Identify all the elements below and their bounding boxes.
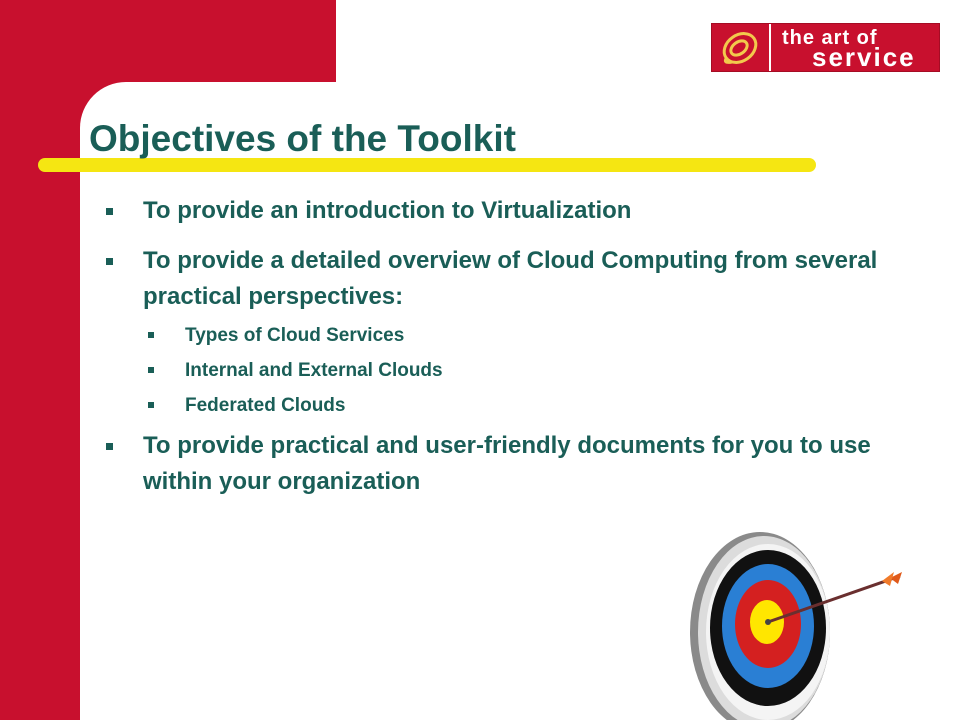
the-art-of-service-logo (711, 23, 940, 72)
archery-target-icon (668, 528, 918, 720)
sub-bullet-text: Types of Cloud Services (185, 325, 405, 346)
slide-title: Objectives of the Toolkit (89, 118, 516, 159)
sub-bullet-item (148, 393, 946, 418)
bullet-text: To provide an introduction to Virtualization (143, 197, 632, 224)
logo-divider (769, 24, 771, 71)
bullet-square-icon (106, 208, 113, 215)
bullet-list (106, 193, 946, 514)
bullet-square-icon (148, 402, 154, 408)
bullet-square-icon (106, 443, 113, 450)
bullet-text: To provide practical and user-friendly documents for you to use within your organization (143, 432, 871, 495)
sub-bullet-text: Internal and External Clouds (185, 360, 443, 381)
bullet-text: To provide a detailed overview of Cloud Computing from several practical perspectives: (143, 247, 878, 310)
bullet-item (106, 243, 946, 315)
sub-bullet-item (148, 323, 946, 348)
logo-swirl-icon (712, 24, 768, 71)
bullet-square-icon (148, 367, 154, 373)
sub-bullet-item (148, 358, 946, 383)
bullet-square-icon (106, 258, 113, 265)
title-underline-bar (38, 158, 816, 172)
bullet-item (106, 193, 946, 229)
sub-bullet-text: Federated Clouds (185, 395, 346, 416)
bullet-item (106, 428, 946, 500)
logo-text-line2: service (812, 42, 916, 72)
bullet-square-icon (148, 332, 154, 338)
sub-bullet-list (106, 323, 946, 418)
logo-text-line1: the art of (782, 27, 878, 49)
